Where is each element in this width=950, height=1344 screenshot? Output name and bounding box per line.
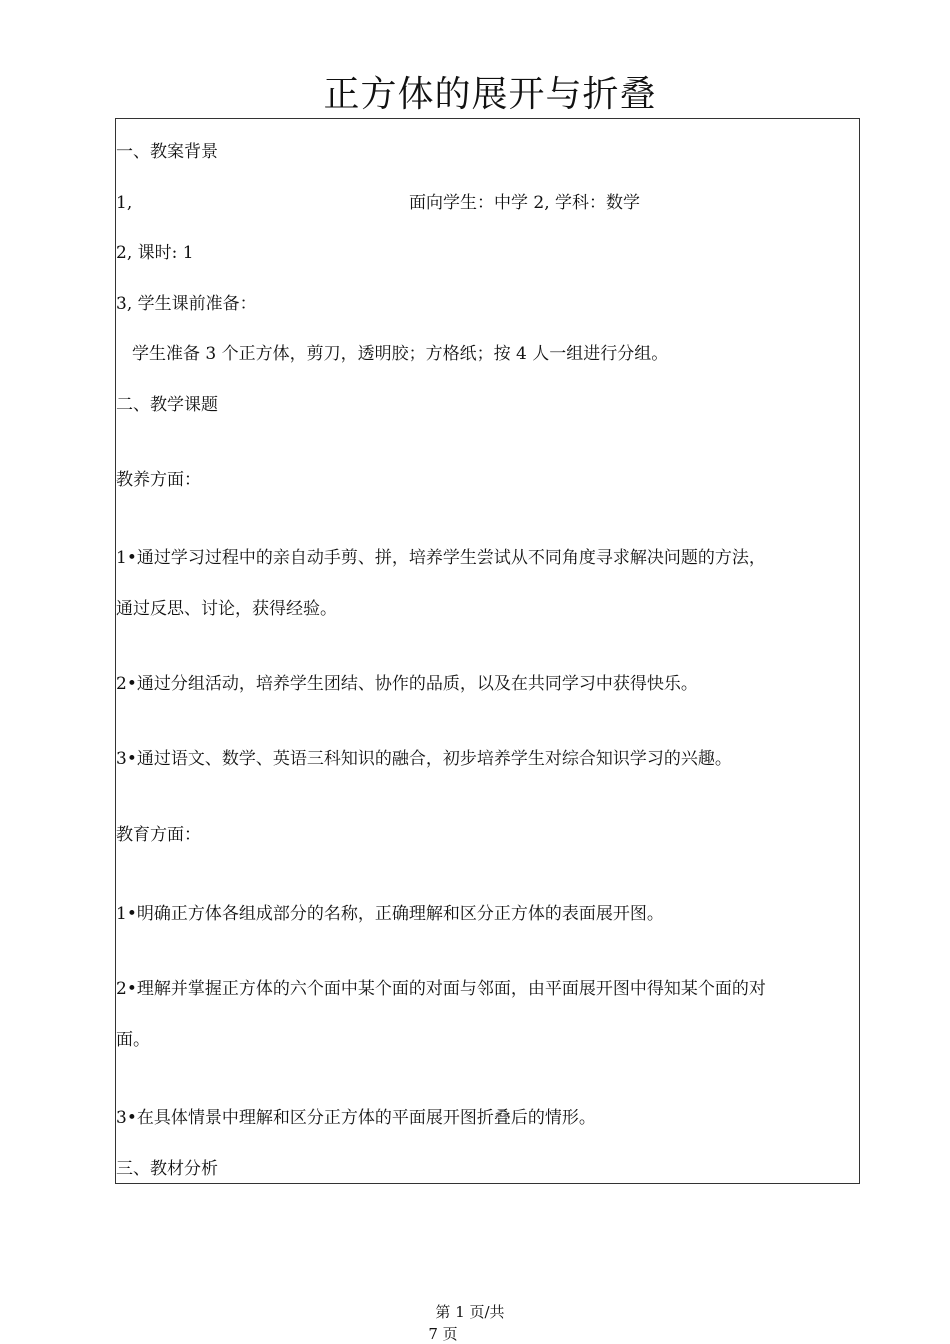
section-heading-topic: 二、教学课题 <box>116 395 218 415</box>
education-item-3: 3•在具体情景中理解和区分正方体的平面展开图折叠后的情形。 <box>116 1108 596 1128</box>
content-frame <box>115 118 860 1184</box>
education-item-1: 1•明确正方体各组成部分的名称，正确理解和区分正方体的表面展开图。 <box>116 904 664 924</box>
cultivation-heading: 教养方面： <box>116 470 201 490</box>
preparation-item: 3, 学生课前准备： <box>116 294 257 314</box>
audience-subject-text: 面向学生：中学 2, 学科：数学 <box>409 193 641 213</box>
cultivation-item-1-line-2: 通过反思、讨论，获得经验。 <box>116 599 337 619</box>
class-hours-item: 2, 课时: 1 <box>116 243 194 263</box>
page-title: 正方体的展开与折叠 <box>323 74 657 115</box>
section-heading-analysis: 三、教材分析 <box>116 1159 218 1179</box>
page-footer-line-1: 第 1 页/共 <box>435 1303 505 1321</box>
section-heading-background: 一、教案背景 <box>116 142 218 162</box>
education-item-2-line-2: 面。 <box>116 1030 150 1050</box>
item-number-1: 1, <box>116 193 133 213</box>
education-heading: 教育方面： <box>116 825 201 845</box>
preparation-detail: 学生准备 3 个正方体，剪刀，透明胶；方格纸；按 4 人一组进行分组。 <box>132 344 669 364</box>
cultivation-item-2: 2•通过分组活动，培养学生团结、协作的品质，以及在共同学习中获得快乐。 <box>116 674 698 694</box>
education-item-2-line-1: 2•理解并掌握正方体的六个面中某个面的对面与邻面，由平面展开图中得知某个面的对 <box>116 979 766 999</box>
page-footer-line-2: 7 页 <box>428 1325 458 1343</box>
cultivation-item-1-line-1: 1•通过学习过程中的亲自动手剪、拼，培养学生尝试从不同角度寻求解决问题的方法， <box>116 548 766 568</box>
cultivation-item-3: 3•通过语文、数学、英语三科知识的融合，初步培养学生对综合知识学习的兴趣。 <box>116 749 732 769</box>
